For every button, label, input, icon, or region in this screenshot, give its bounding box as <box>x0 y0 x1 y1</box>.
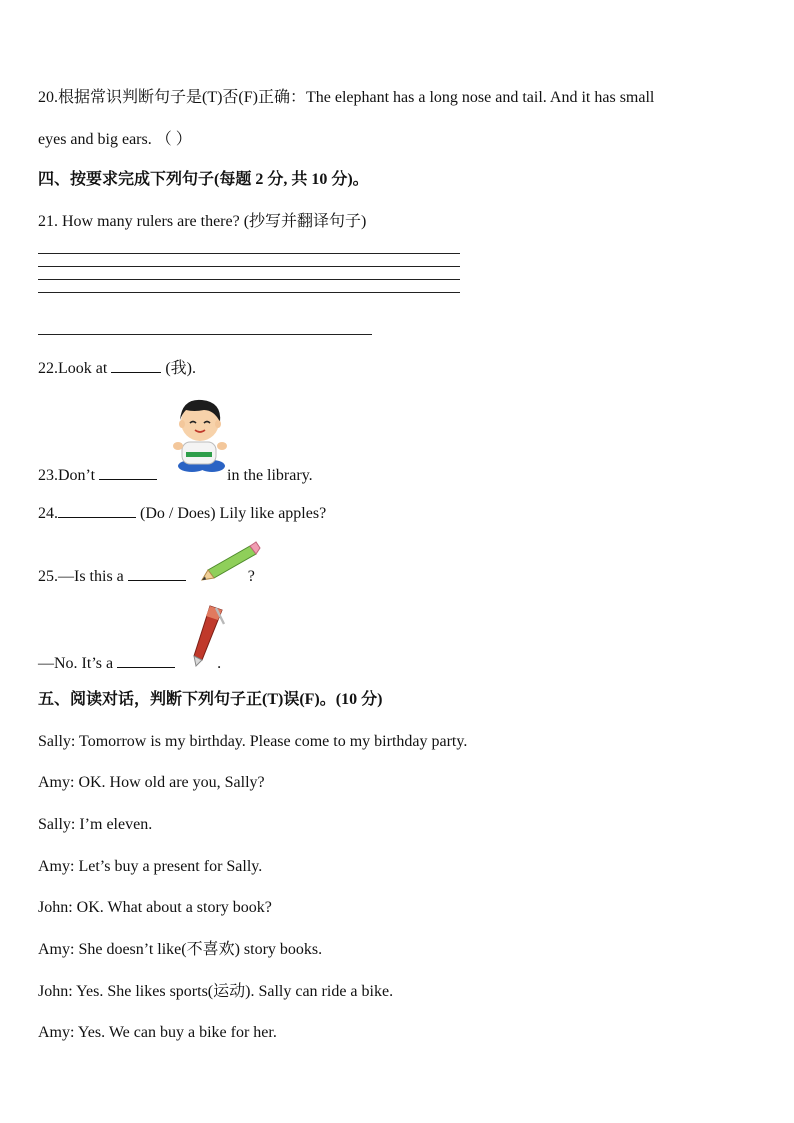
q23 <box>38 465 313 486</box>
q22-prefix: 22.Look at <box>38 360 108 377</box>
q25-line2-suffix: . <box>217 655 222 672</box>
q24-prefix: 24. <box>38 505 58 522</box>
q25-line1 <box>38 566 255 587</box>
q22-suffix: (我). <box>165 360 196 377</box>
dialogue-line: Amy: OK. How old are you, Sally? <box>38 774 265 791</box>
q21-answer-line-4 <box>38 292 460 293</box>
dialogue-line: Amy: She doesn’t like(不喜欢) story books. <box>38 941 323 958</box>
q23-blank[interactable] <box>99 465 157 480</box>
q21-answer-line-3 <box>38 279 460 280</box>
dialogue-line: Sally: I’m eleven. <box>38 816 153 833</box>
q23-prefix: 23.Don’t <box>38 467 96 484</box>
q23-suffix: in the library. <box>227 467 313 484</box>
q21-translation-line <box>38 334 372 335</box>
q24-suffix: (Do / Does) Lily like apples? <box>140 505 327 522</box>
q25-line2-prefix: —No. It’s a <box>38 655 114 672</box>
q25-blank-1[interactable] <box>128 566 186 581</box>
q25-blank-2[interactable] <box>117 653 175 668</box>
q25-line2 <box>38 653 221 674</box>
q21-text: 21. How many rulers are there? (抄写并翻译句子) <box>38 213 367 230</box>
q21-answer-line-1 <box>38 253 460 254</box>
q22-blank[interactable] <box>111 358 161 373</box>
q24-blank[interactable] <box>58 503 136 518</box>
q25-line1-prefix: 25.—Is this a <box>38 568 124 585</box>
q21-answer-line-2 <box>38 266 460 267</box>
dialogue-line: Amy: Yes. We can buy a bike for her. <box>38 1024 277 1041</box>
dialogue-line: Sally: Tomorrow is my birthday. Please come to my birthday party. <box>38 733 468 750</box>
q25-line1-suffix: ? <box>247 568 255 585</box>
section4-heading: 四、按要求完成下列句子(每题 2 分, 共 10 分)。 <box>38 171 369 188</box>
q24 <box>38 503 326 524</box>
dialogue-line: Amy: Let’s buy a present for Sally. <box>38 858 263 875</box>
q20-line1: 20.根据常识判断句子是(T)否(F)正确：The elephant has a long nose and tail. And it has small <box>38 89 655 106</box>
section5-heading: 五、阅读对话，判断下列句子正(T)误(F)。(10 分) <box>38 691 383 708</box>
dialogue-line: John: Yes. She likes sports(运动). Sally can ride a bike. <box>38 983 394 1000</box>
q20-line2: eyes and big ears. （ ） <box>38 131 192 148</box>
q22 <box>38 358 196 379</box>
dialogue-line: John: OK. What about a story book? <box>38 899 272 916</box>
